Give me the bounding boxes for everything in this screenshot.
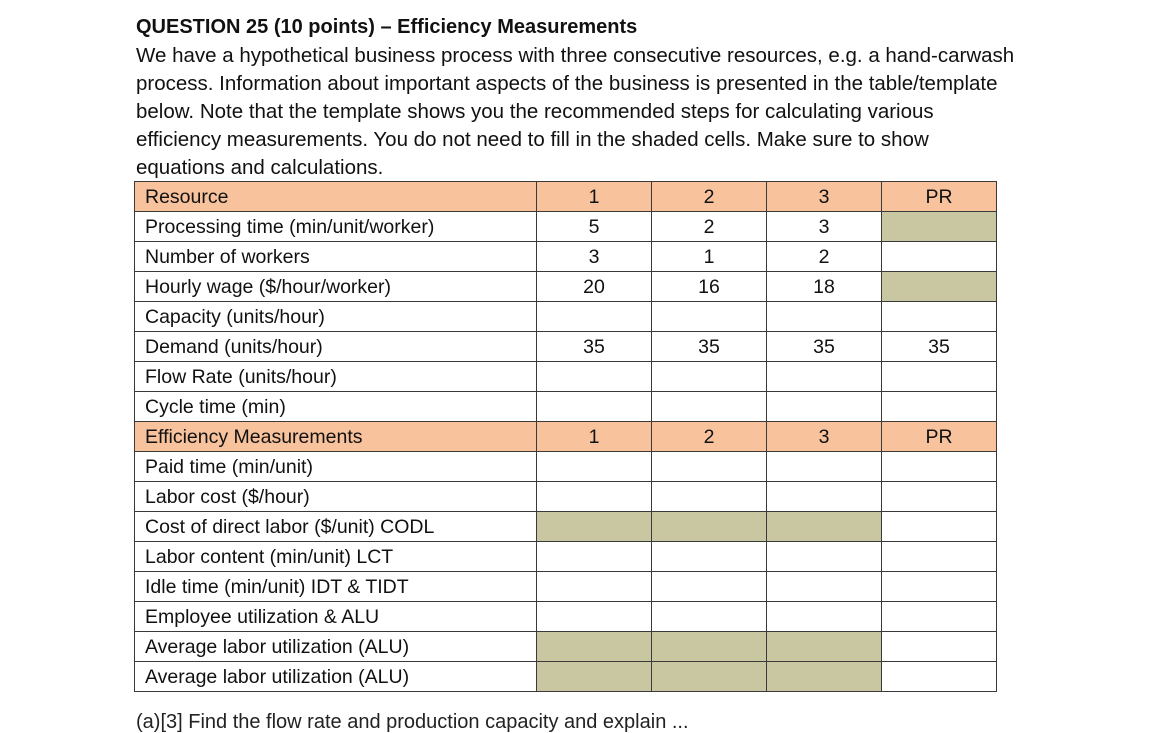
table-row-efficiency-header [135, 422, 997, 452]
answer-cell[interactable] [537, 482, 652, 512]
answer-cell[interactable] [767, 362, 882, 392]
answer-cell[interactable] [882, 662, 997, 692]
cell-value: 2 [767, 242, 882, 272]
intro-line: below. Note that the template shows you the recommended steps for calculating various [136, 100, 934, 123]
table-row-capacity [135, 302, 997, 332]
cell-value: 35 [537, 332, 652, 362]
answer-cell[interactable] [882, 242, 997, 272]
table-row-employee-utilization [135, 602, 997, 632]
shaded-cell [767, 512, 882, 542]
row-label: Labor content (min/unit) LCT [135, 542, 537, 572]
table-row-codl [135, 512, 997, 542]
table-row-cycle-time [135, 392, 997, 422]
table-row-alu-2 [135, 662, 997, 692]
cell-value: 35 [767, 332, 882, 362]
table-row-flow-rate [135, 362, 997, 392]
table-row-paid-time [135, 452, 997, 482]
answer-cell[interactable] [882, 572, 997, 602]
shaded-cell [537, 512, 652, 542]
answer-cell[interactable] [882, 602, 997, 632]
question-title: QUESTION 25 (10 points) – Efficiency Measurements [136, 16, 638, 38]
answer-cell[interactable] [537, 542, 652, 572]
row-label: Processing time (min/unit/worker) [135, 212, 537, 242]
row-label: Hourly wage ($/hour/worker) [135, 272, 537, 302]
answer-cell[interactable] [537, 302, 652, 332]
row-label: Cycle time (min) [135, 392, 537, 422]
shaded-cell [767, 662, 882, 692]
answer-cell[interactable] [767, 572, 882, 602]
answer-cell[interactable] [767, 542, 882, 572]
table-row-alu-1 [135, 632, 997, 662]
row-label: Number of workers [135, 242, 537, 272]
answer-cell[interactable] [652, 362, 767, 392]
cell-resource-pr: PR [882, 422, 997, 452]
answer-cell[interactable] [652, 392, 767, 422]
cell-value: 18 [767, 272, 882, 302]
answer-cell[interactable] [767, 392, 882, 422]
answer-cell[interactable] [882, 392, 997, 422]
answer-cell[interactable] [537, 602, 652, 632]
cell-resource-1: 1 [537, 182, 652, 212]
row-label: Demand (units/hour) [135, 332, 537, 362]
intro-line: equations and calculations. [136, 156, 384, 179]
cell-resource-2: 2 [652, 422, 767, 452]
answer-cell[interactable] [882, 362, 997, 392]
answer-cell[interactable] [652, 482, 767, 512]
table-row-processing-time [135, 212, 997, 242]
cell-value: 2 [652, 212, 767, 242]
shaded-cell [652, 512, 767, 542]
row-label: Resource [135, 182, 537, 212]
shaded-cell [652, 662, 767, 692]
cell-value: 1 [652, 242, 767, 272]
shaded-cell [537, 662, 652, 692]
answer-cell[interactable] [882, 302, 997, 332]
row-label: Idle time (min/unit) IDT & TIDT [135, 572, 537, 602]
answer-cell[interactable] [882, 632, 997, 662]
answer-cell[interactable] [537, 452, 652, 482]
cell-value: 16 [652, 272, 767, 302]
answer-cell[interactable] [537, 362, 652, 392]
answer-cell[interactable] [767, 602, 882, 632]
answer-cell[interactable] [767, 482, 882, 512]
cell-value: 35 [882, 332, 997, 362]
cell-value: 5 [537, 212, 652, 242]
answer-cell[interactable] [767, 452, 882, 482]
answer-cell[interactable] [882, 542, 997, 572]
table-row-labor-content [135, 542, 997, 572]
table-row-hourly-wage [135, 272, 997, 302]
table-row-idle-time [135, 572, 997, 602]
row-label: Average labor utilization (ALU) [135, 632, 537, 662]
answer-cell[interactable] [652, 302, 767, 332]
row-label: Cost of direct labor ($/unit) CODL [135, 512, 537, 542]
intro-line: process. Information about important aspects of the business is presented in the table/template [136, 72, 998, 95]
answer-cell[interactable] [882, 512, 997, 542]
cell-resource-pr: PR [882, 182, 997, 212]
shaded-cell [652, 632, 767, 662]
answer-cell[interactable] [537, 572, 652, 602]
shaded-cell [767, 632, 882, 662]
answer-cell[interactable] [767, 302, 882, 332]
cell-resource-2: 2 [652, 182, 767, 212]
table-row-demand [135, 332, 997, 362]
answer-cell[interactable] [652, 542, 767, 572]
cell-value: 20 [537, 272, 652, 302]
row-label: Labor cost ($/hour) [135, 482, 537, 512]
table-row-labor-cost [135, 482, 997, 512]
efficiency-table [134, 181, 997, 692]
cell-resource-3: 3 [767, 422, 882, 452]
table-row-number-of-workers [135, 242, 997, 272]
question-intro [136, 42, 1056, 182]
row-label: Capacity (units/hour) [135, 302, 537, 332]
row-label: Average labor utilization (ALU) [135, 662, 537, 692]
shaded-cell [882, 272, 997, 302]
answer-cell[interactable] [882, 482, 997, 512]
answer-cell[interactable] [537, 392, 652, 422]
answer-cell[interactable] [652, 602, 767, 632]
row-label: Efficiency Measurements [135, 422, 537, 452]
row-label: Employee utilization & ALU [135, 602, 537, 632]
cell-value: 3 [767, 212, 882, 242]
row-label: Paid time (min/unit) [135, 452, 537, 482]
cell-value: 3 [537, 242, 652, 272]
cell-value: 35 [652, 332, 767, 362]
shaded-cell [882, 212, 997, 242]
cell-resource-1: 1 [537, 422, 652, 452]
answer-cell[interactable] [652, 572, 767, 602]
truncated-next-question-line: (a)[3] Find the flow rate and production capacity and explain ... [136, 711, 689, 733]
answer-cell[interactable] [652, 452, 767, 482]
table-row-resource-header [135, 182, 997, 212]
intro-line: efficiency measurements. You do not need to fill in the shaded cells. Make sure to show [136, 128, 929, 151]
answer-cell[interactable] [882, 452, 997, 482]
shaded-cell [537, 632, 652, 662]
cell-resource-3: 3 [767, 182, 882, 212]
intro-line: We have a hypothetical business process with three consecutive resources, e.g. a hand-carwash [136, 44, 1015, 67]
row-label: Flow Rate (units/hour) [135, 362, 537, 392]
